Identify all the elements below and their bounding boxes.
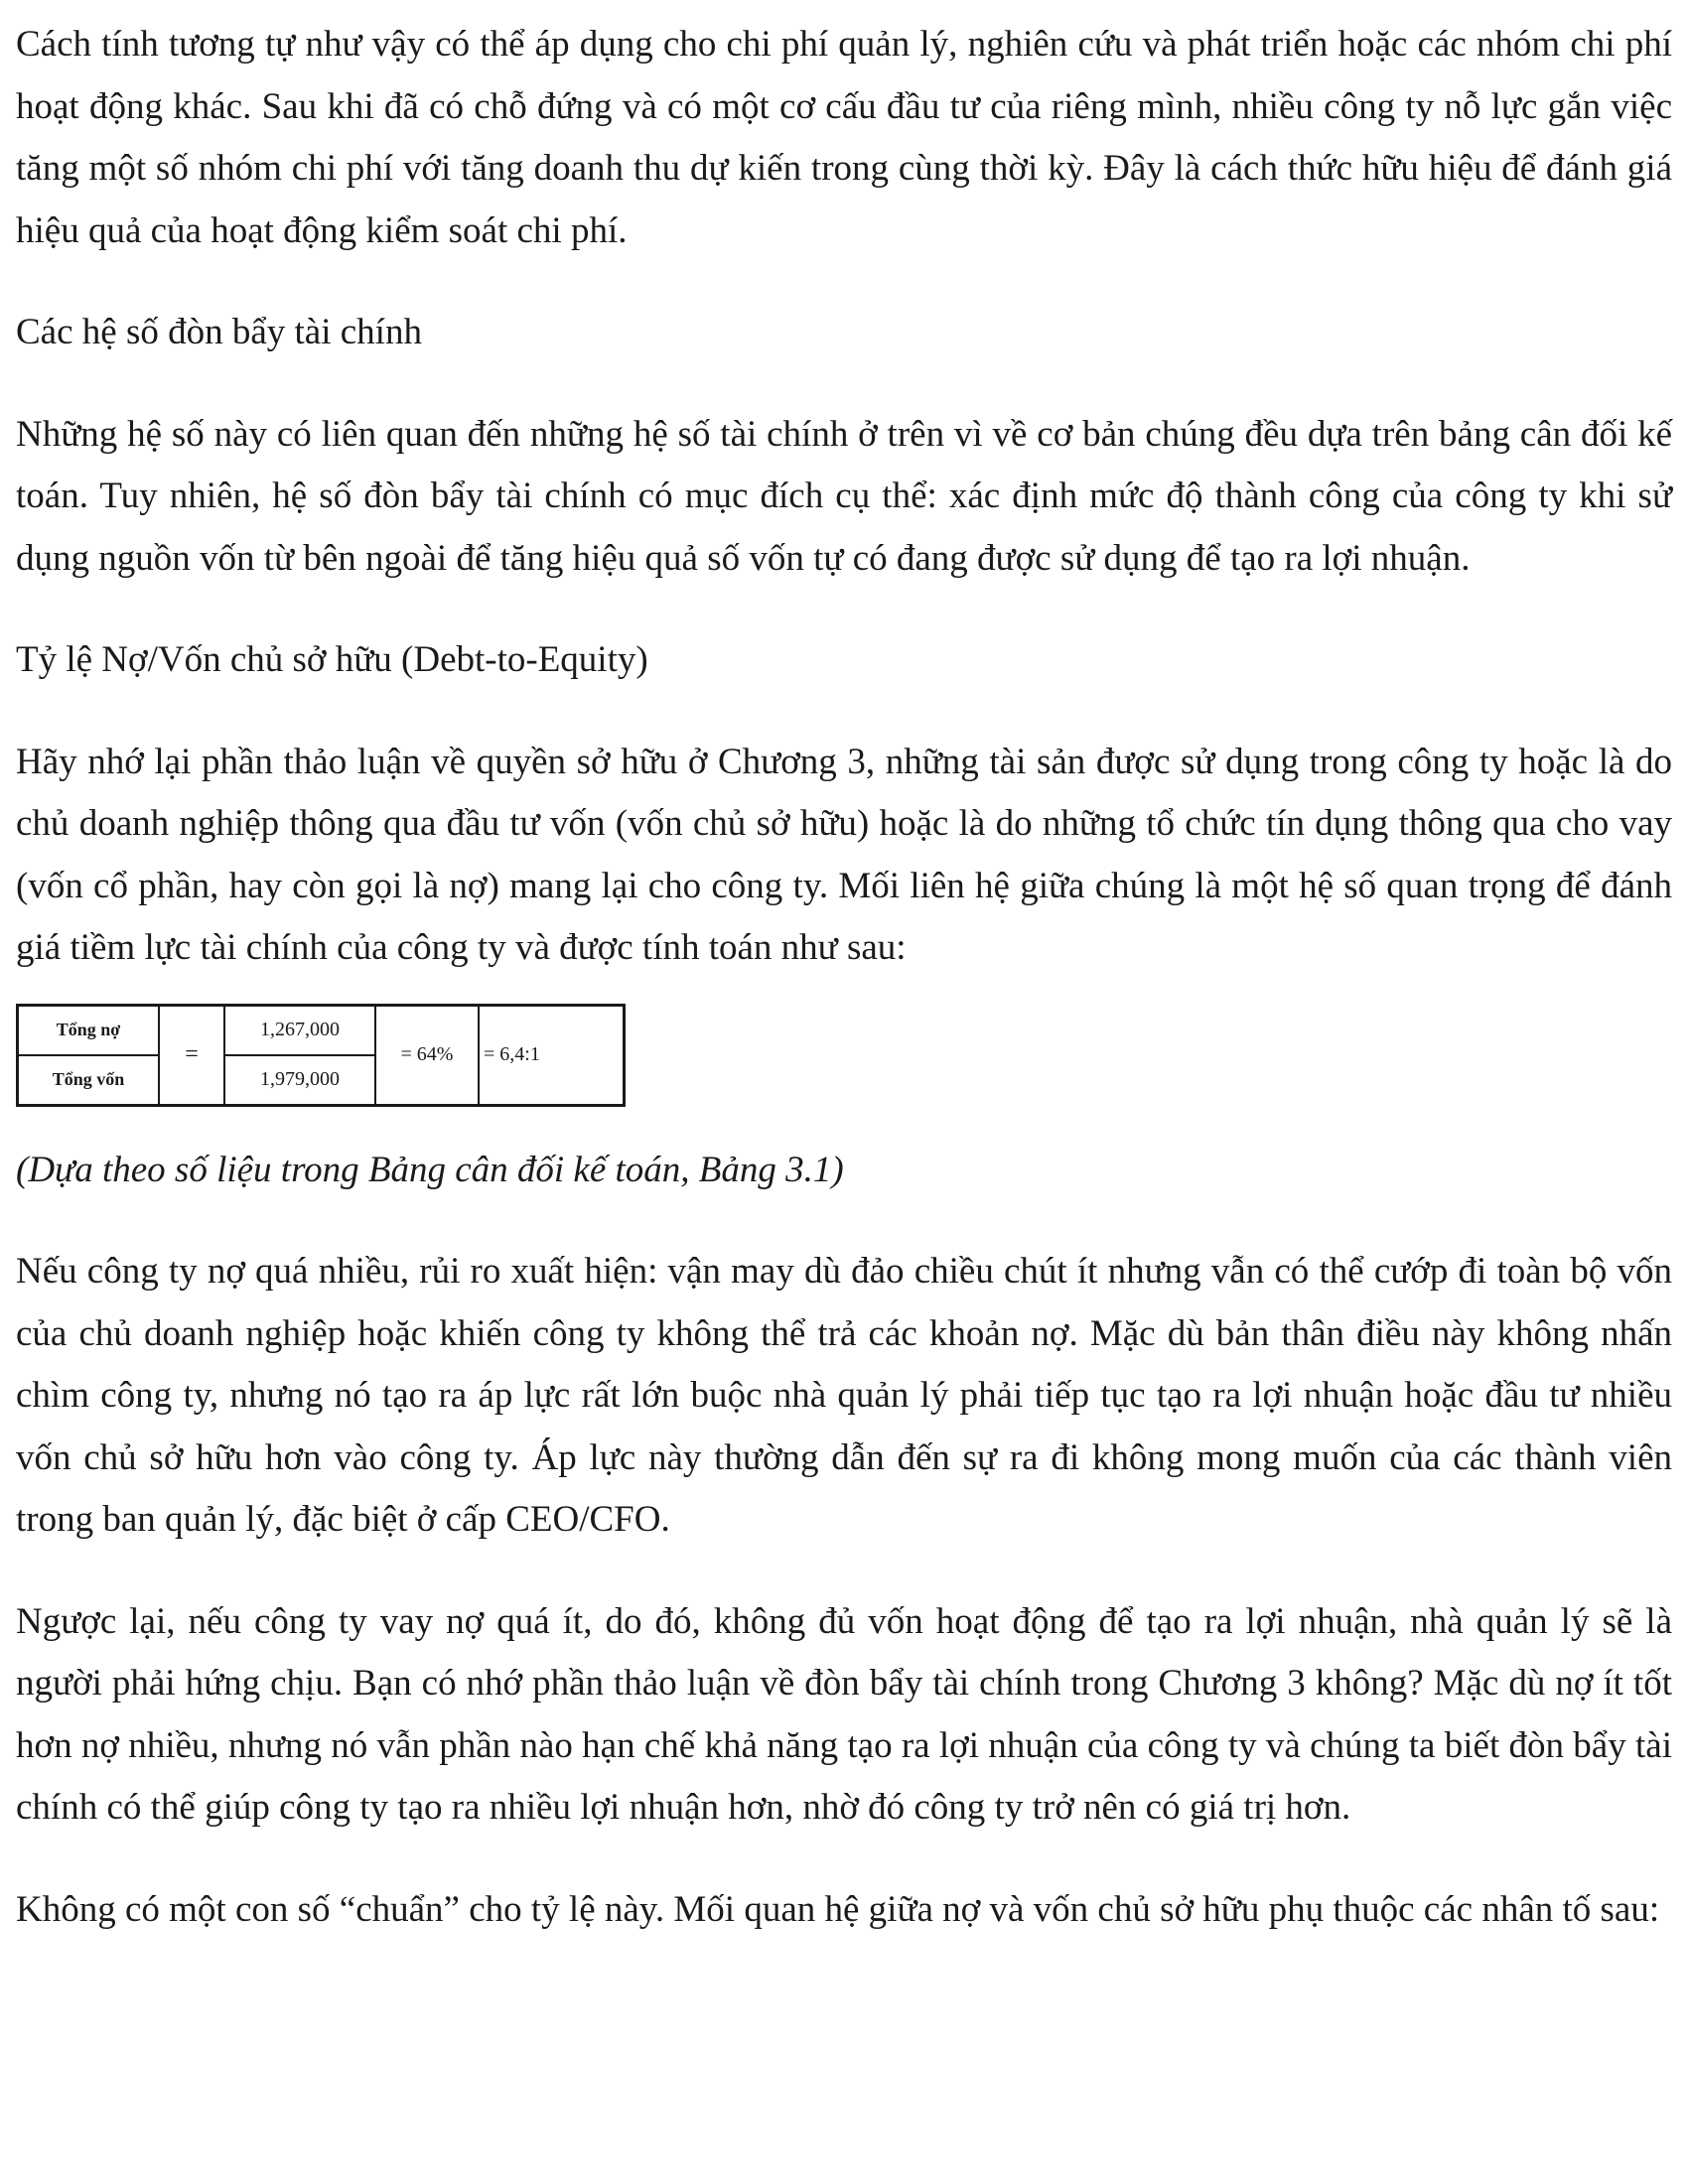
paragraph-no-standard: Không có một con số “chuẩn” cho tỷ lệ này. Mối quan hệ giữa nợ và vốn chủ sở hữu phụ thuộc các nhân tố sau:	[16, 1888, 1660, 1930]
paragraph-leverage-intro: Những hệ số này có liên quan đến những hệ số tài chính ở trên vì về cơ bản chúng đều dựa trên bảng cân đối kế toán. Tuy nhiên, hệ số đòn bẩy tài chính có mục đích cụ thể: xác định mức độ thành công của công ty khi sử dụng nguồn vốn từ bên ngoài để tăng hiệu quả số vốn tự có đang được sử dụng để tạo ra lợi nhuận.	[16, 413, 1672, 579]
numerator-value: 1,267,000	[224, 1005, 375, 1055]
total-debt-label: Tổng nợ	[18, 1005, 160, 1055]
heading-leverage-ratios: Các hệ số đòn bẩy tài chính	[16, 312, 422, 352]
heading-debt-to-equity: Tỷ lệ Nợ/Vốn chủ sở hữu (Debt-to-Equity)	[16, 639, 648, 680]
paragraph-too-much-debt: Nếu công ty nợ quá nhiều, rủi ro xuất hiện: vận may dù đảo chiều chút ít nhưng vẫn có thể cướp đi toàn bộ vốn của chủ doanh nghiệp hoặc khiến công ty không thể trả các khoản nợ. Mặc dù bản thân điều này không nhấn chìm công ty, nhưng nó tạo ra áp lực rất lớn buộc nhà quản lý phải tiếp tục tạo ra lợi nhuận hoặc đầu tư nhiều vốn chủ sở hữu hơn vào công ty. Áp lực này thường dẫn đến sự ra đi không mong muốn của các thành viên trong ban quản lý, đặc biệt ở cấp CEO/CFO.	[16, 1251, 1672, 1540]
denominator-value: 1,979,000	[224, 1055, 375, 1106]
table-source-caption: (Dựa theo số liệu trong Bảng cân đối kế toán, Bảng 3.1)	[16, 1149, 844, 1190]
ratio-formula	[16, 1004, 1672, 1110]
total-capital-label: Tổng vốn	[18, 1055, 160, 1106]
paragraph-cost-calculation: Cách tính tương tự như vậy có thể áp dụng cho chi phí quản lý, nghiên cứu và phát triển hoặc các nhóm chi phí hoạt động khác. Sau khi đã có chỗ đứng và có một cơ cấu đầu tư của riêng mình, nhiều công ty nỗ lực gắn việc tăng một số nhóm chi phí với tăng doanh thu dự kiến trong cùng thời kỳ. Đây là cách thức hữu hiệu để đánh giá hiệu quả của hoạt động kiểm soát chi phí.	[16, 24, 1672, 251]
ratio-result: = 6,4:1	[479, 1005, 625, 1105]
paragraph-ownership-recall: Hãy nhớ lại phần thảo luận về quyền sở hữu ở Chương 3, những tài sản được sử dụng trong công ty hoặc là do chủ doanh nghiệp thông qua đầu tư vốn (vốn chủ sở hữu) hoặc là do những tổ chức tín dụng thông qua cho vay (vốn cổ phần, hay còn gọi là nợ) mang lại cho công ty. Mối liên hệ giữa chúng là một hệ số quan trọng để đánh giá tiềm lực tài chính của công ty và được tính toán như sau:	[16, 741, 1672, 968]
debt-equity-table	[16, 1004, 626, 1107]
document-page	[16, 14, 1672, 1980]
paragraph-too-little-debt: Ngược lại, nếu công ty vay nợ quá ít, do đó, không đủ vốn hoạt động để tạo ra lợi nhuận, nhà quản lý sẽ là người phải hứng chịu. Bạn có nhớ phần thảo luận về đòn bẩy tài chính trong Chương 3 không? Mặc dù nợ ít tốt hơn nợ nhiều, nhưng nó vẫn phần nào hạn chế khả năng tạo ra lợi nhuận của công ty và chúng ta biết đòn bẩy tài chính có thể giúp công ty tạo ra nhiều lợi nhuận hơn, nhờ đó công ty trở nên có giá trị hơn.	[16, 1600, 1672, 1828]
equals-sign: =	[159, 1005, 224, 1105]
percent-result: = 64%	[375, 1005, 479, 1105]
